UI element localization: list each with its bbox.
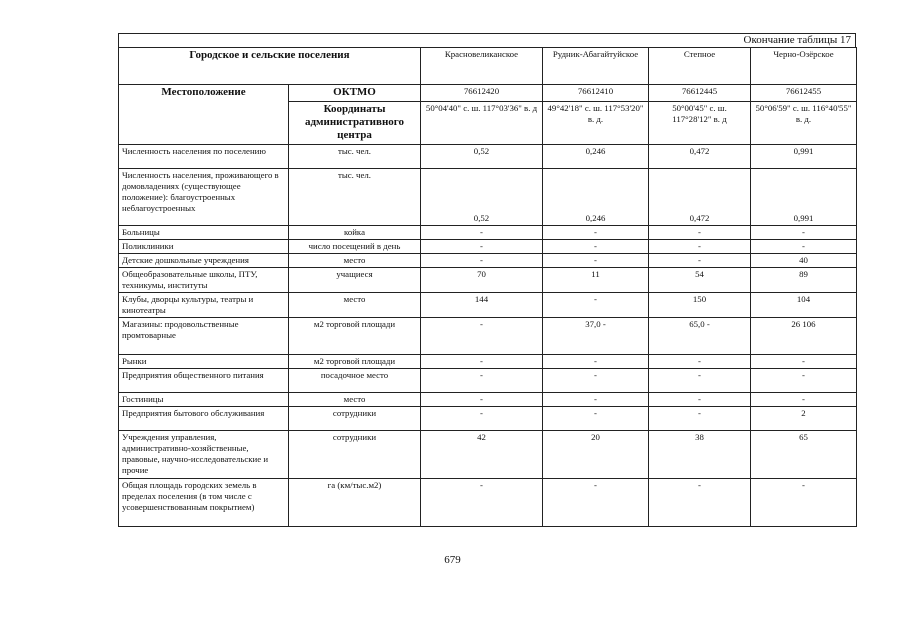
table-row [119,293,857,318]
row-indicator: Учреждения управления, административно-хозяйственные, правовые, научно-исследовательские и прочие [119,431,289,479]
table-row [119,268,857,293]
column-header: Рудник-Абагайтуйское [543,48,649,85]
table-row [119,226,857,240]
cell-value: - [543,393,649,407]
location-label: Местоположение [119,85,289,145]
row-indicator: Численность населения, проживающего в домовладениях (существующее положение): благоустроенных неблагоустроенных [119,169,289,226]
table-row [119,318,857,355]
row-indicator: Гостиницы [119,393,289,407]
row-unit: м2 торговой площади [289,355,421,369]
table-caption: Окончание таблицы 17 [118,33,856,47]
row-indicator: Детские дошкольные учреждения [119,254,289,268]
cell-value: 26 106 [751,318,857,355]
cell-value: - [649,226,751,240]
cell-value: - [751,479,857,527]
column-header: Красновеликанское [421,48,543,85]
cell-value: 37,0 - [543,318,649,355]
cell-value: - [649,355,751,369]
row-unit: га (км/тыс.м2) [289,479,421,527]
row-unit: учащиеся [289,268,421,293]
oktmo-value: 76612410 [543,85,649,102]
cell-value: 65 [751,431,857,479]
cell-value: 65,0 - [649,318,751,355]
row-unit: место [289,254,421,268]
row-indicator: Рынки [119,355,289,369]
table-row [119,145,857,169]
cell-value: 0,472 [649,145,751,169]
page-number: 679 [444,554,461,566]
row-indicator: Предприятия бытового обслуживания [119,407,289,431]
table-row [119,169,857,226]
table-sheet [118,33,856,527]
column-header: Черно-Озёрское [751,48,857,85]
table-row [119,254,857,268]
coords-value: 50°00'45" с. ш. 117°28'12" в. д [649,102,751,145]
coords-label: Координаты административного центра [289,102,421,145]
cell-value: 54 [649,268,751,293]
cell-value: - [543,293,649,318]
table-row [119,407,857,431]
row-unit: место [289,393,421,407]
oktmo-value: 76612455 [751,85,857,102]
cell-value: 150 [649,293,751,318]
settlements-table [118,47,857,527]
table-row [119,355,857,369]
cell-value: 0,991 [751,145,857,169]
oktmo-value: 76612420 [421,85,543,102]
cell-value: - [421,318,543,355]
cell-value: 20 [543,431,649,479]
cell-value: 42 [421,431,543,479]
coords-value: 50°06'59" с. ш. 116°40'55" в. д. [751,102,857,145]
cell-value: - [421,407,543,431]
cell-value: 40 [751,254,857,268]
cell-value: - [421,254,543,268]
row-unit: число посещений в день [289,240,421,254]
cell-value: - [543,254,649,268]
cell-value: 0,991 [751,169,857,226]
row-indicator: Больницы [119,226,289,240]
row-indicator: Общая площадь городских земель в пределах поселения (в том числе с усовершенствованным покрытием) [119,479,289,527]
oktmo-row [119,85,857,102]
table-row [119,393,857,407]
cell-value: 144 [421,293,543,318]
coords-value: 50°04'40" с. ш. 117°03'36" в. д [421,102,543,145]
cell-value: - [649,407,751,431]
settlements-header: Городское и сельские поселения [119,48,421,85]
table-row [119,369,857,393]
column-header: Степное [649,48,751,85]
table-row [119,431,857,479]
cell-value: - [649,254,751,268]
cell-value: - [751,240,857,254]
row-indicator: Численность населения по поселению [119,145,289,169]
row-unit: койка [289,226,421,240]
cell-value: - [421,240,543,254]
oktmo-label: ОКТМО [289,85,421,102]
row-unit: посадочное место [289,369,421,393]
row-unit: м2 торговой площади [289,318,421,355]
row-indicator: Общеобразовательные школы, ПТУ, техникумы, институты [119,268,289,293]
cell-value: 70 [421,268,543,293]
row-unit: сотрудники [289,431,421,479]
cell-value: - [421,369,543,393]
cell-value: - [649,240,751,254]
cell-value: - [649,393,751,407]
cell-value: - [543,226,649,240]
oktmo-value: 76612445 [649,85,751,102]
header-row [119,48,857,85]
cell-value: 0,246 [543,145,649,169]
cell-value: - [421,479,543,527]
cell-value: 2 [751,407,857,431]
cell-value: - [751,369,857,393]
row-unit: сотрудники [289,407,421,431]
cell-value: 89 [751,268,857,293]
cell-value: 0,52 [421,169,543,226]
cell-value: - [543,479,649,527]
cell-value: 11 [543,268,649,293]
cell-value: 0,472 [649,169,751,226]
cell-value: 38 [649,431,751,479]
cell-value: 0,246 [543,169,649,226]
cell-value: - [543,240,649,254]
table-row [119,240,857,254]
cell-value: 104 [751,293,857,318]
table-row [119,479,857,527]
cell-value: - [421,226,543,240]
coords-value: 49°42'18" с. ш. 117°53'20" в. д. [543,102,649,145]
row-indicator: Клубы, дворцы культуры, театры и кинотеатры [119,293,289,318]
cell-value: - [543,369,649,393]
row-indicator: Предприятия общественного питания [119,369,289,393]
cell-value: - [751,393,857,407]
cell-value: - [421,393,543,407]
row-unit: тыс. чел. [289,145,421,169]
cell-value: - [421,355,543,369]
row-indicator: Поликлиники [119,240,289,254]
cell-value: - [543,355,649,369]
row-unit: место [289,293,421,318]
cell-value: - [649,369,751,393]
cell-value: - [543,407,649,431]
row-indicator: Магазины: продовольственные промтоварные [119,318,289,355]
row-unit: тыс. чел. [289,169,421,226]
cell-value: 0,52 [421,145,543,169]
cell-value: - [751,355,857,369]
cell-value: - [649,479,751,527]
cell-value: - [751,226,857,240]
